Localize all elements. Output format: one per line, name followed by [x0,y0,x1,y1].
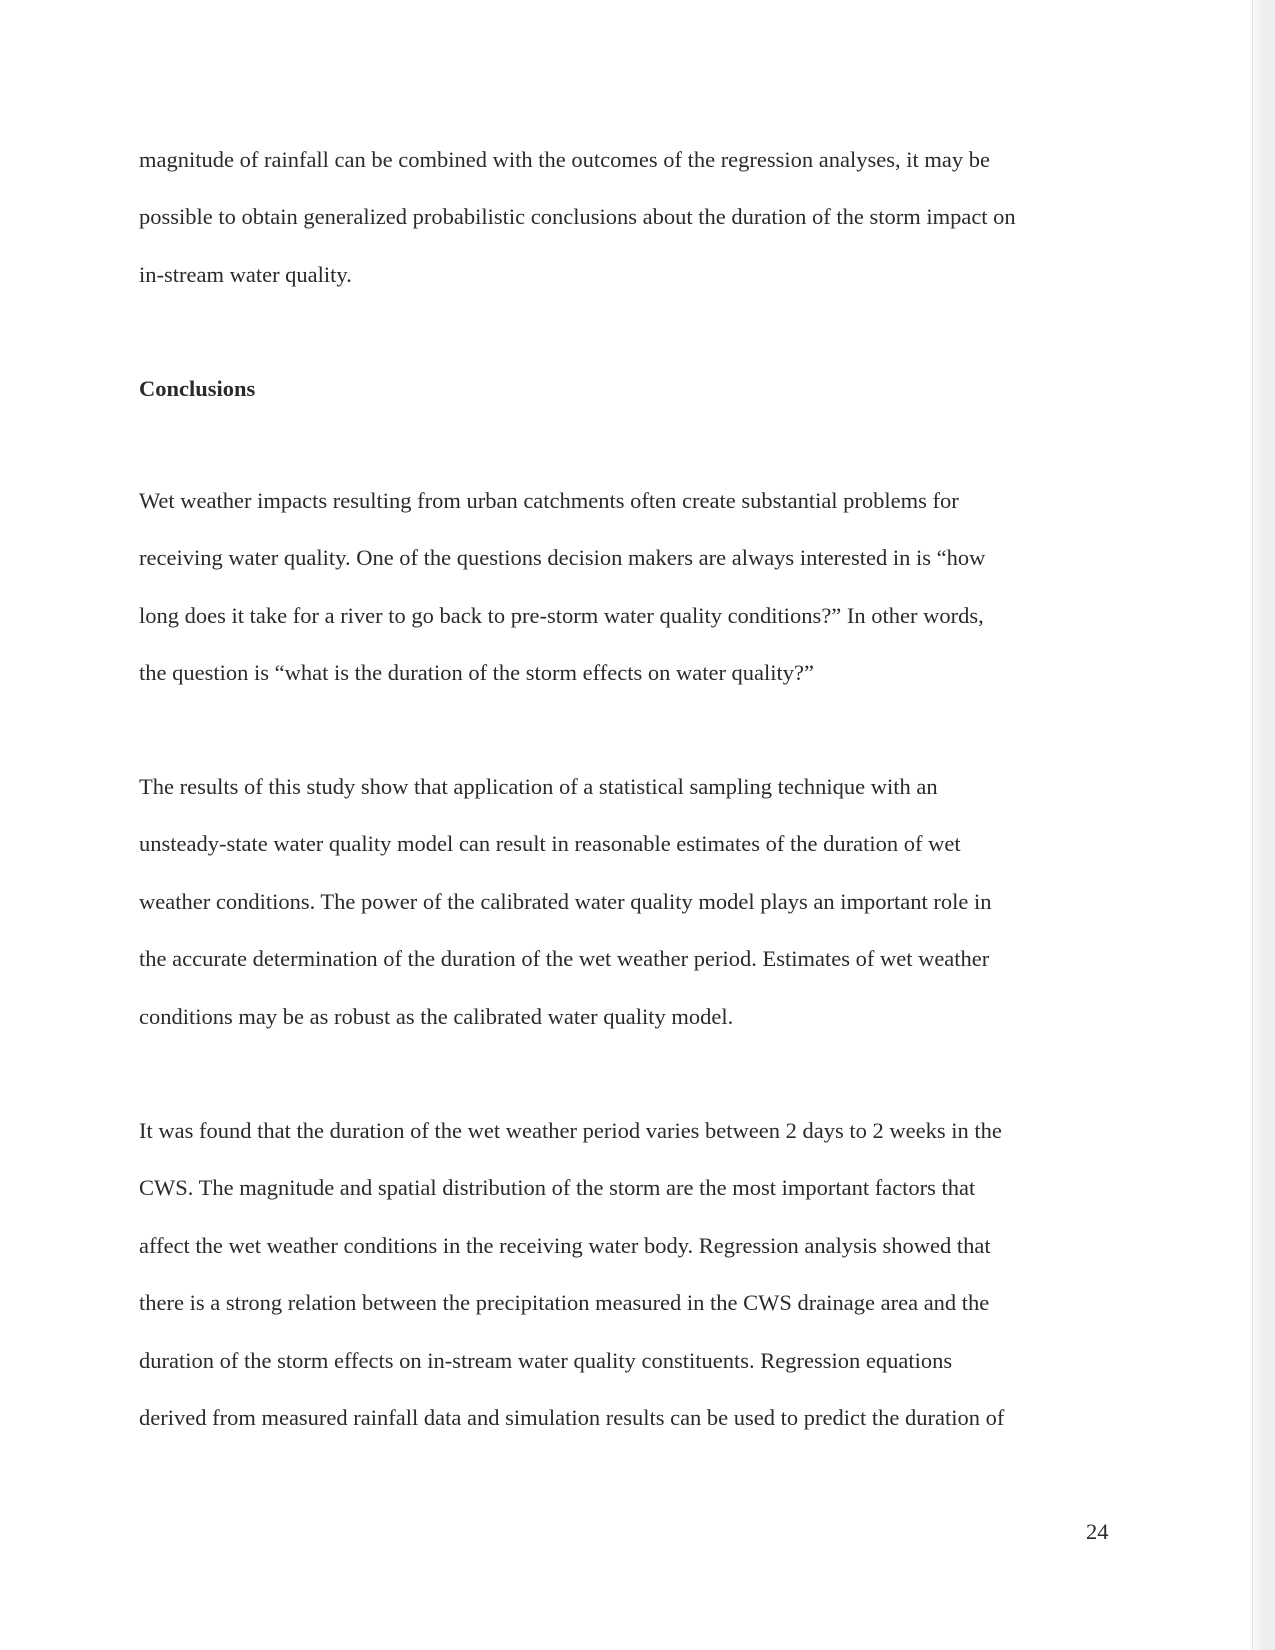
paragraph-line: the accurate determination of the duration of the wet weather period. Estimates of wet weather [139,946,990,972]
paragraph-line: weather conditions. The power of the calibrated water quality model plays an important role in [139,888,992,914]
paragraph-line: possible to obtain generalized probabilistic conclusions about the duration of the storm impact on [139,204,1016,230]
paragraph-line: magnitude of rainfall can be combined with the outcomes of the regression analyses, it may be [139,147,990,172]
paragraph-line: CWS. The magnitude and spatial distribution of the storm are the most important factors that [139,1175,976,1201]
paragraph-1 [139,472,1119,702]
paragraph-line: there is a strong relation between the precipitation measured in the CWS drainage area and the [139,1290,990,1316]
paragraph-2 [139,758,1119,1045]
paragraph-line: derived from measured rainfall data and simulation results can be used to predict the duration of [139,1404,1005,1430]
paragraph-line: receiving water quality. One of the questions decision makers are always interested in is “how [139,545,986,571]
paragraph-line: in-stream water quality. [139,261,352,287]
paragraph-line: conditions may be as robust as the calibrated water quality model. [139,1003,734,1029]
top-paragraph [139,131,1119,303]
paragraph-line: It was found that the duration of the wet weather period varies between 2 days to 2 weeks in the [139,1118,1002,1143]
page-edge-shadow [1249,0,1275,1650]
paragraph-line: duration of the storm effects on in-stream water quality constituents. Regression equations [139,1347,953,1373]
paragraph-line: affect the wet weather conditions in the receiving water body. Regression analysis showed that [139,1232,991,1258]
page-number: 24 [1086,1519,1109,1544]
paragraph-line: unsteady-state water quality model can result in reasonable estimates of the duration of wet [139,831,961,857]
section-heading: Conclusions [139,376,256,401]
paragraph-3 [139,1102,1119,1446]
paragraph-line: Wet weather impacts resulting from urban catchments often create substantial problems for [139,488,959,513]
paragraph-line: The results of this study show that application of a statistical sampling technique with an [139,774,938,799]
paragraph-line: the question is “what is the duration of the storm effects on water quality?” [139,660,815,686]
paragraph-line: long does it take for a river to go back to pre-storm water quality conditions?” In other words, [139,602,984,628]
